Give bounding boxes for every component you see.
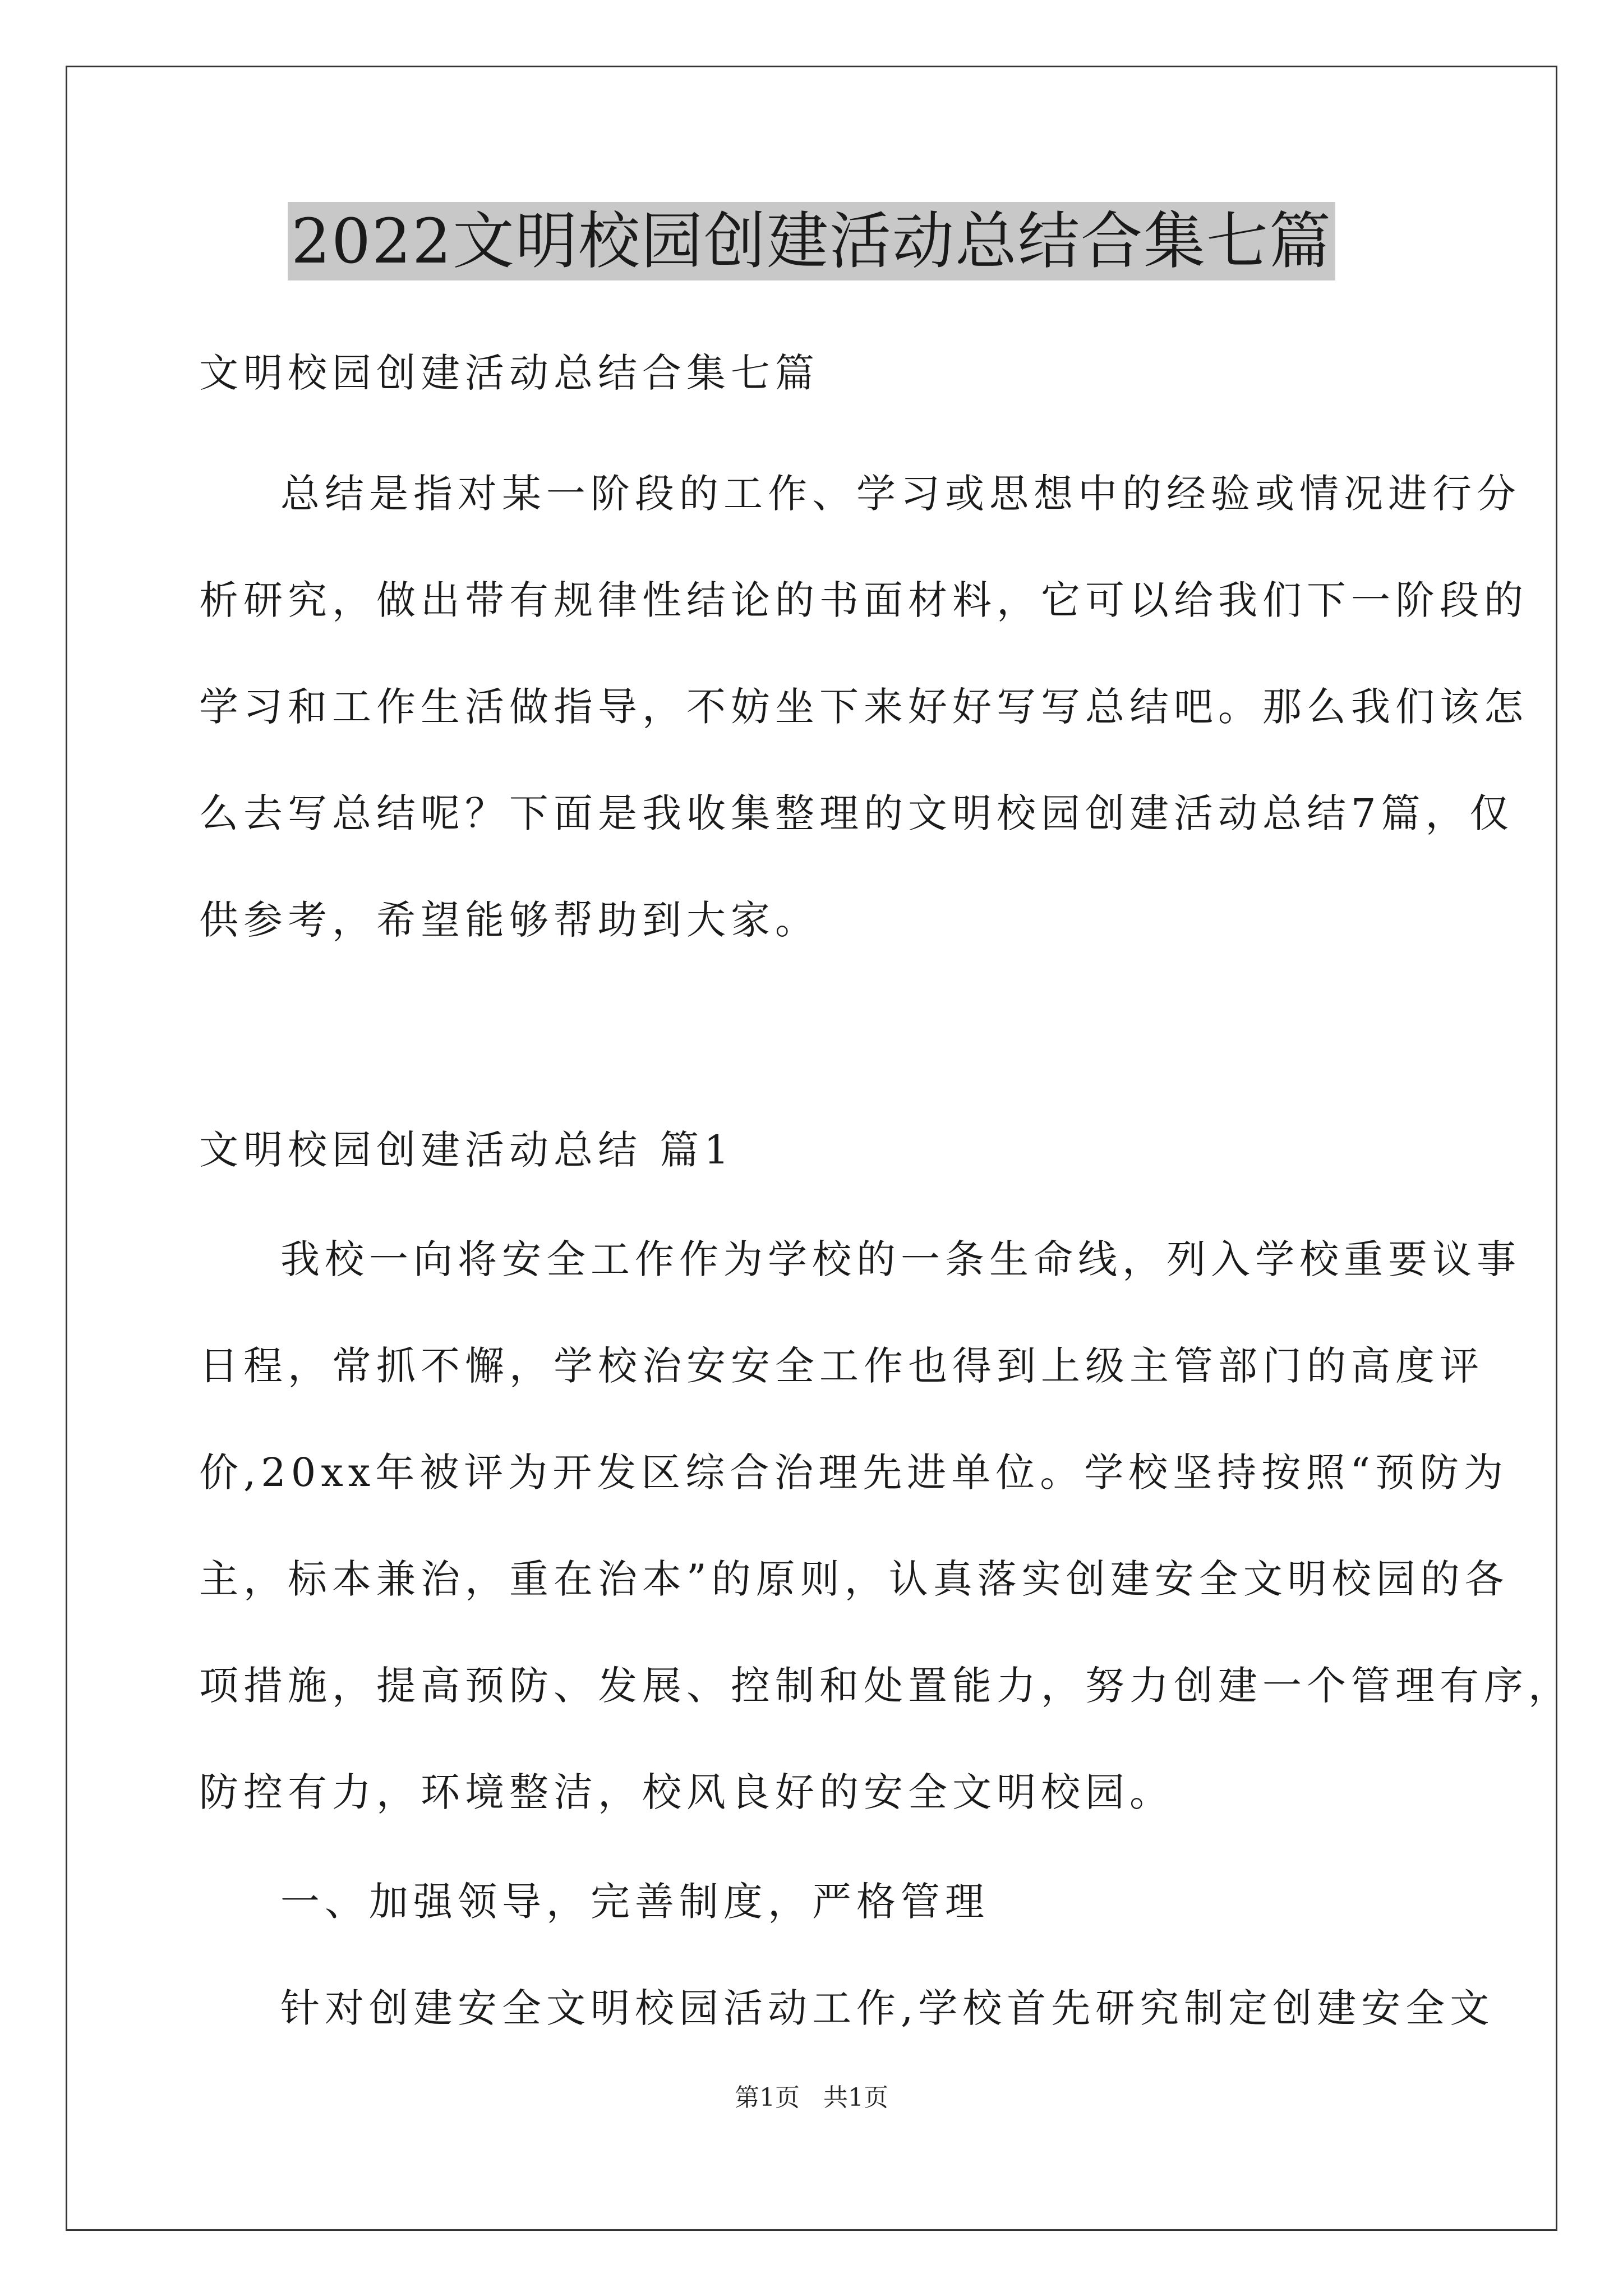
section-line-6: 防控有力，环境整洁，校风良好的安全文明校园。 xyxy=(199,1769,1174,1815)
section-heading: 文明校园创建活动总结 篇1 xyxy=(199,1127,734,1173)
section-line-3: 价,20xx年被评为开发区综合治理先进单位。学校坚持按照“预防为 xyxy=(199,1450,1509,1496)
section-line-4: 主，标本兼治，重在治本”的原则，认真落实创建安全文明校园的各 xyxy=(199,1556,1509,1602)
section-line-5: 项措施，提高预防、发展、控制和处置能力，努力创建一个管理有序， xyxy=(199,1663,1573,1709)
subheading: 一、加强领导，完善制度，严格管理 xyxy=(280,1879,989,1925)
intro-line-5: 供参考，希望能够帮助到大家。 xyxy=(199,897,819,943)
intro-line-4: 么去写总结呢？下面是我收集整理的文明校园创建活动总结7篇，仅 xyxy=(199,790,1514,836)
intro-line-3: 学习和工作生活做指导，不妨坐下来好好写写总结吧。那么我们该怎 xyxy=(199,684,1528,730)
intro-line-1: 总结是指对某一阶段的工作、学习或思想中的经验或情况进行分 xyxy=(280,471,1521,517)
page-footer: 第1页 共1页 xyxy=(735,2083,888,2112)
title-container xyxy=(0,202,1623,280)
document-subtitle: 文明校园创建活动总结合集七篇 xyxy=(199,350,819,396)
section-line-2: 日程，常抓不懈，学校治安安全工作也得到上级主管部门的高度评 xyxy=(199,1343,1484,1389)
section-line-1: 我校一向将安全工作作为学校的一条生命线，列入学校重要议事 xyxy=(280,1236,1521,1282)
last-line: 针对创建安全文明校园活动工作,学校首先研究制定创建安全文 xyxy=(280,1985,1495,2031)
intro-line-2: 析研究，做出带有规律性结论的书面材料，它可以给我们下一阶段的 xyxy=(199,577,1528,623)
document-title: 2022文明校园创建活动总结合集七篇 xyxy=(288,202,1335,280)
